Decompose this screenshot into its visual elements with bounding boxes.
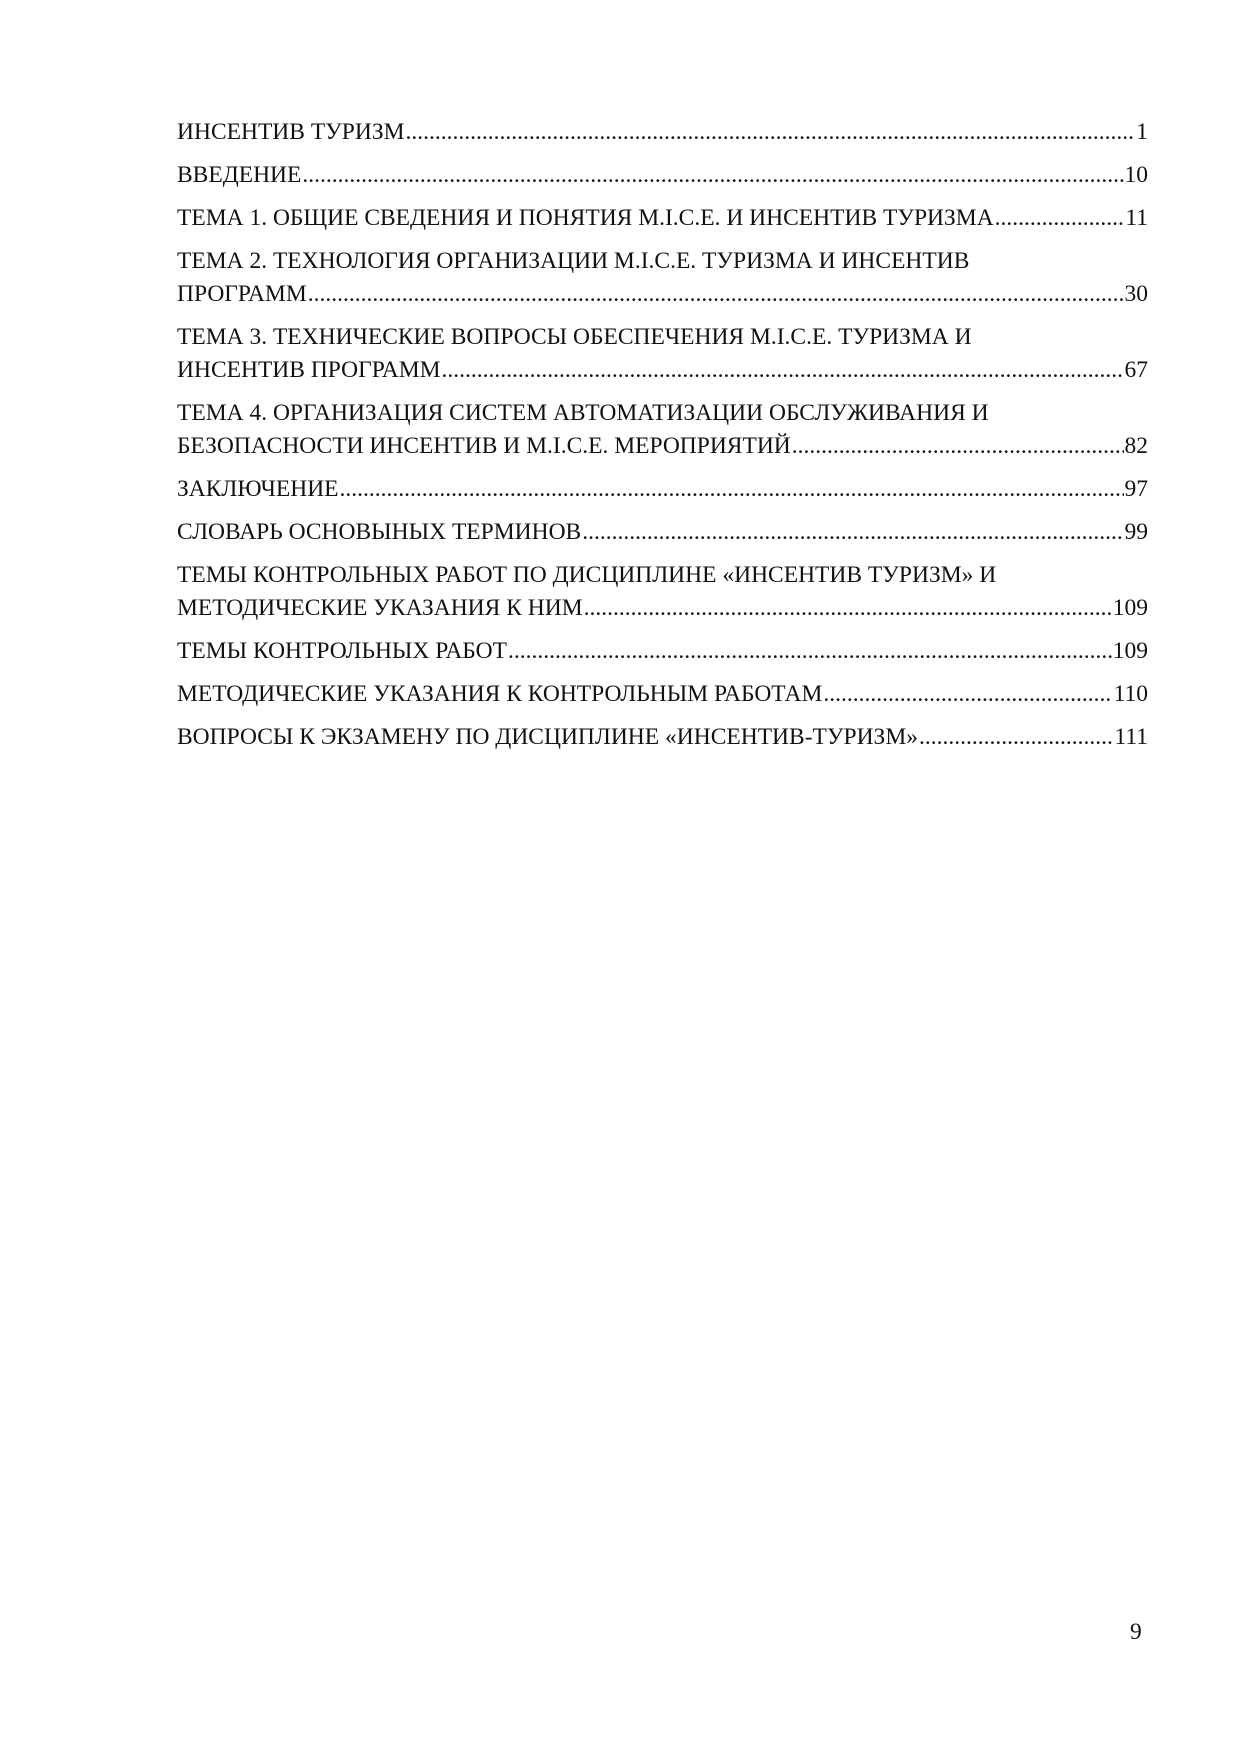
dot-leader — [340, 473, 1124, 506]
toc-entry-introduction[interactable] — [177, 159, 1148, 192]
toc-line — [177, 516, 1148, 549]
toc-entry-title: ТЕМА 1. ОБЩИЕ СВЕДЕНИЯ И ПОНЯТИЯ M.I.C.E. И ИНСЕНТИВ ТУРИЗМА — [177, 205, 994, 231]
toc-entry-topic-2[interactable] — [177, 245, 1148, 311]
toc-line — [177, 635, 1148, 668]
toc-entry-topic-3[interactable] — [177, 321, 1148, 387]
toc-line — [177, 116, 1148, 149]
toc-entry-glossary[interactable] — [177, 516, 1148, 549]
toc-line — [177, 278, 1148, 311]
toc-line — [177, 678, 1148, 711]
toc-line — [177, 202, 1148, 235]
toc-entry-title-line1: ТЕМА 4. ОРГАНИЗАЦИЯ СИСТЕМ АВТОМАТИЗАЦИИ ОБСЛУЖИВАНИЯ И — [177, 400, 989, 426]
dot-leader — [792, 430, 1124, 463]
dot-leader — [584, 592, 1112, 625]
toc-entry-test-topics[interactable] — [177, 635, 1148, 668]
toc-line — [177, 473, 1148, 506]
toc-entry-title-line1: ТЕМА 2. ТЕХНОЛОГИЯ ОРГАНИЗАЦИИ M.I.C.E. ТУРИЗМА И ИНСЕНТИВ — [177, 248, 970, 274]
toc-entry-title: МЕТОДИЧЕСКИЕ УКАЗАНИЯ К КОНТРОЛЬНЫМ РАБОТАМ — [177, 681, 823, 707]
toc-entry-title: ВОПРОСЫ К ЭКЗАМЕНУ ПО ДИСЦИПЛИНЕ «ИНСЕНТИВ-ТУРИЗМ» — [177, 724, 918, 750]
toc-entry-page: 109 — [1112, 595, 1148, 621]
toc-line — [177, 159, 1148, 192]
toc-entry-page: 111 — [1114, 724, 1148, 750]
toc-entry-title: ПРОГРАММ — [177, 281, 307, 307]
toc-entry-topic-1[interactable] — [177, 202, 1148, 235]
toc-entry-page: 109 — [1112, 638, 1148, 664]
toc-entry-title: ИНСЕНТИВ ТУРИЗМ — [177, 119, 405, 145]
dot-leader — [406, 116, 1136, 149]
toc-entry-topic-4[interactable] — [177, 397, 1148, 463]
toc-line — [177, 430, 1148, 463]
toc-entry-title: ВВЕДЕНИЕ — [177, 162, 302, 188]
toc-entry-page: 10 — [1124, 162, 1148, 188]
dot-leader — [508, 635, 1112, 668]
toc-entry-exam-questions[interactable] — [177, 721, 1148, 754]
dot-leader — [823, 678, 1112, 711]
toc-entry-title-line1: ТЕМА 3. ТЕХНИЧЕСКИЕ ВОПРОСЫ ОБЕСПЕЧЕНИЯ M.I.C.E. ТУРИЗМА И — [177, 324, 972, 350]
toc-entry-page: 30 — [1124, 281, 1148, 307]
toc-entry-title: БЕЗОПАСНОСТИ ИНСЕНТИВ И M.I.C.E. МЕРОПРИЯТИЙ — [177, 433, 791, 459]
dot-leader — [308, 278, 1124, 311]
toc-entry-test-guidelines[interactable] — [177, 678, 1148, 711]
toc-entry-title: ЗАКЛЮЧЕНИЕ — [177, 476, 339, 502]
toc-entry-title-line1: ТЕМЫ КОНТРОЛЬНЫХ РАБОТ ПО ДИСЦИПЛИНЕ «ИНСЕНТИВ ТУРИЗМ» И — [177, 562, 997, 588]
dot-leader — [442, 354, 1124, 387]
toc-entry-page: 67 — [1124, 357, 1148, 383]
toc-entry-test-topics-and-guidelines[interactable] — [177, 559, 1148, 625]
toc-line — [177, 592, 1148, 625]
toc-entry-title: МЕТОДИЧЕСКИЕ УКАЗАНИЯ К НИМ — [177, 595, 583, 621]
dot-leader — [302, 159, 1123, 192]
toc-line — [177, 721, 1148, 754]
toc-entry-conclusion[interactable] — [177, 473, 1148, 506]
toc-entry-title: ИНСЕНТИВ ПРОГРАММ — [177, 357, 441, 383]
toc-entry-page: 99 — [1124, 519, 1148, 545]
dot-leader — [582, 516, 1123, 549]
table-of-contents — [177, 116, 1148, 764]
toc-entry-page: 110 — [1113, 681, 1148, 707]
toc-entry-page: 97 — [1124, 476, 1148, 502]
dot-leader — [995, 202, 1125, 235]
page-number: 9 — [1130, 1619, 1142, 1645]
toc-entry-title: СЛОВАРЬ ОСНОВЫНЫХ ТЕРМИНОВ — [177, 519, 582, 545]
dot-leader — [919, 721, 1114, 754]
toc-entry-page: 82 — [1124, 433, 1148, 459]
toc-entry-page: 11 — [1125, 205, 1148, 231]
toc-entry-incentive-tourism[interactable] — [177, 116, 1148, 149]
toc-entry-page: 1 — [1136, 119, 1148, 145]
toc-line — [177, 354, 1148, 387]
toc-entry-title: ТЕМЫ КОНТРОЛЬНЫХ РАБОТ — [177, 638, 507, 664]
